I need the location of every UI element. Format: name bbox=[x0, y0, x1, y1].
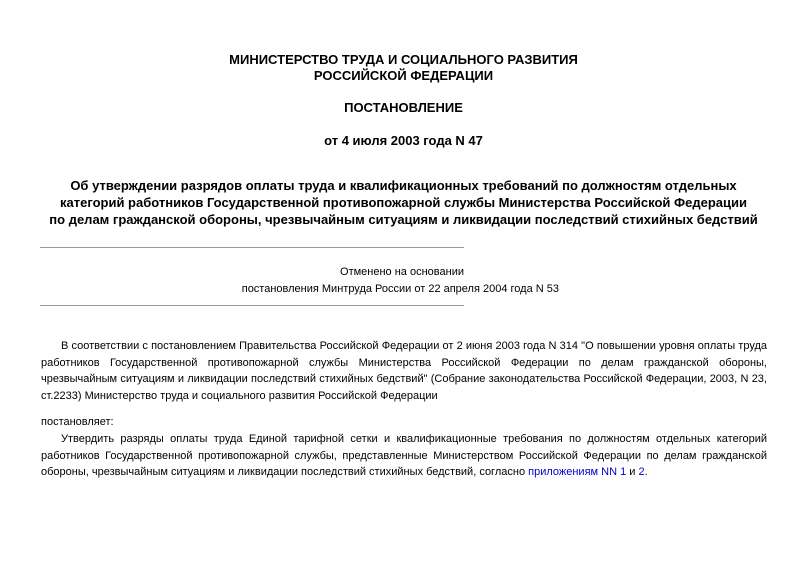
repeal-note-line2: постановления Минтруда России от 22 апреля 2004 года N 53 bbox=[241, 283, 559, 295]
appendix-1-link[interactable]: приложениям NN 1 bbox=[528, 466, 627, 478]
end-punctuation: . bbox=[644, 466, 648, 478]
conjunction-text: и bbox=[626, 466, 639, 478]
preamble-paragraph: В соответствии с постановлением Правительства Российской Федерации от 2 июня 2003 года N 314 "О повышении уровня оплаты труда работников Государственной противопожарной службы Министерства Российской Федерации по делам гражданской обороны, чрезвычайным ситуациям и ликвидации последствий стихийных бедствий" (Собрание законодательства Российской Федерации, 2003, N 23, ст.2233) Министерство труда и социального развития Российской Федерации bbox=[41, 340, 767, 402]
subject-line1: Об утверждении разрядов оплаты труда и квалификационных требований по должностям отдельных bbox=[70, 178, 737, 193]
appendix-2-link[interactable]: 2 bbox=[638, 466, 645, 478]
ministry-title bbox=[150, 52, 657, 84]
ministry-title-line2: РОССИЙСКОЙ ФЕДЕРАЦИИ bbox=[313, 68, 494, 83]
document-type: ПОСТАНОВЛЕНИЕ bbox=[344, 100, 463, 115]
subject-line2: категорий работников Государственной противопожарной службы Министерства Российской Федерации bbox=[60, 195, 747, 210]
document-subject bbox=[30, 177, 777, 228]
subject-line3: по делам гражданской обороны, чрезвычайным ситуациям и ликвидации последствий стихийных бедствий bbox=[49, 212, 758, 227]
resolution-paragraph bbox=[41, 431, 767, 481]
divider-bottom bbox=[40, 305, 464, 306]
ministry-title-line1: МИНИСТЕРСТВО ТРУДА И СОЦИАЛЬНОГО РАЗВИТИЯ bbox=[229, 52, 578, 67]
repeal-note-line1: Отменено на основании bbox=[340, 266, 464, 278]
document-date-number: от 4 июля 2003 года N 47 bbox=[324, 133, 483, 148]
resolves-label: постановляет: bbox=[41, 416, 114, 428]
resolution-text: Утвердить разряды оплаты труда Единой тарифной сетки и квалификационные требования по должностям отдельных категорий работников Государственной противопожарной службы, представленные Министерством Российской Федерации по делам гражданской обороны, чрезвычайным ситуациям и ликвидации последствий стихийных бедствий, согласно bbox=[41, 433, 767, 478]
divider-top bbox=[40, 247, 464, 248]
